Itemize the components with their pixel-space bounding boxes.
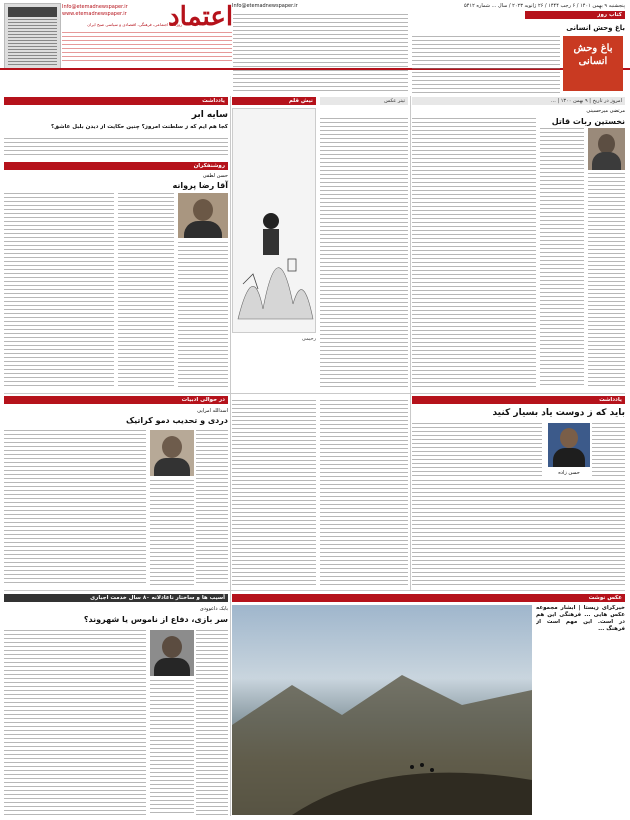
bottom-title: سر بازی، دفاع از ناموس یا شهروند؟ bbox=[83, 615, 228, 624]
divider-mid bbox=[4, 393, 625, 394]
today-band bbox=[412, 97, 625, 105]
section-photo-bar: عکس نوشت bbox=[232, 594, 625, 602]
history-portrait bbox=[588, 128, 625, 170]
section-cartoon-bar: نیش قلم bbox=[232, 97, 316, 105]
bottom-body-2 bbox=[4, 630, 146, 815]
cartoon-caption: رحیمی bbox=[301, 336, 316, 342]
section-column-bar: یادداشت bbox=[4, 97, 228, 105]
lit-portrait bbox=[150, 430, 194, 476]
bottom-body-1 bbox=[196, 630, 228, 815]
mid-body-1 bbox=[320, 400, 408, 585]
masthead-info-block bbox=[62, 32, 232, 62]
bottom-kicker-bar: آسیب ها و ساختار ناعادلانه ۸۰ سال خدمت اجباری bbox=[4, 594, 228, 602]
lit-title: دردی و تحدیب دمو کراتیک bbox=[125, 416, 228, 425]
opinion-band bbox=[320, 97, 408, 105]
main-right-author: حسن زاده bbox=[558, 470, 580, 476]
section-art-bar: در حوالی ادبیات bbox=[4, 396, 228, 404]
mid-body-2 bbox=[232, 400, 316, 585]
bottom-author: بابک داعوودی bbox=[199, 606, 228, 612]
landscape-photo bbox=[232, 605, 532, 815]
col-body bbox=[4, 138, 228, 158]
col-divider-1 bbox=[230, 96, 231, 816]
section-notes-bar: روشنفکران bbox=[4, 162, 228, 170]
opinion-body-1 bbox=[412, 118, 536, 388]
col-title: سایه ابر bbox=[191, 110, 228, 120]
lit-body-3 bbox=[150, 480, 194, 585]
notes-title: آقا رضا پروانه bbox=[172, 181, 228, 190]
lit-author: اسدالله امرایی bbox=[197, 408, 228, 414]
history-body-2 bbox=[588, 173, 625, 388]
bottom-portrait bbox=[150, 630, 194, 676]
masthead-email-2[interactable]: Info@etemadnewspaper.ir bbox=[232, 3, 298, 9]
masthead-date-line: پنجشنبه ۹ بهمن ۱۴۰۱ / ۶ رجب ۱۴۴۴ / ۲۶ ژانویه ۲۰۲۳ / سال ... شماره ۵۴۱۲ bbox=[464, 3, 625, 9]
lit-body-2 bbox=[4, 430, 146, 585]
history-body-1 bbox=[540, 128, 584, 388]
section-opinion: تیتر عکس bbox=[384, 98, 405, 104]
section-right-bar: یادداشت bbox=[412, 396, 625, 404]
bottom-body-3 bbox=[150, 680, 194, 815]
notes-author: حسن لطفی bbox=[202, 173, 228, 179]
masthead-mini-page bbox=[4, 3, 61, 69]
cartoon-drawing-icon bbox=[233, 109, 316, 333]
history-sub: مرتضی میرحسینی bbox=[586, 108, 625, 114]
masthead-logo: اعتماد bbox=[168, 2, 234, 32]
opinion-body-2 bbox=[320, 118, 408, 388]
book-cover bbox=[563, 36, 623, 91]
divider-low bbox=[4, 590, 625, 591]
mountain-icon bbox=[232, 605, 532, 815]
col-divider-2 bbox=[410, 96, 411, 590]
history-title: نخستین ربات قاتل bbox=[551, 117, 625, 126]
main-right-aside bbox=[592, 423, 625, 478]
cartoon-illustration bbox=[232, 108, 316, 333]
book-title: باغ وحش انسانی bbox=[566, 24, 625, 32]
notes-body-3 bbox=[178, 242, 228, 388]
mid-top-body bbox=[233, 14, 408, 94]
notes-body-2 bbox=[4, 193, 114, 388]
book-body bbox=[412, 36, 560, 94]
book-cover-text: باغ وحش انسانی bbox=[573, 43, 613, 67]
notes-body-1 bbox=[118, 193, 174, 388]
masthead-email[interactable]: Info@etemadnewspaper.ir bbox=[62, 4, 128, 10]
masthead-web[interactable]: www.etemadnewspaper.ir bbox=[62, 11, 127, 17]
lit-body-1 bbox=[196, 430, 228, 585]
masthead-slogan: روزنامه اجتماعی، فرهنگی، اقتصادی و سیاسی صبح ایران bbox=[87, 22, 182, 27]
photo-story-text: خیرگرای زیستا | آبشار مجموعه عکس هایی ... فرهنگی این هم در است. این مهم است از فرهنگ ... bbox=[536, 605, 625, 632]
main-right-portrait bbox=[548, 423, 590, 467]
section-book-bar: کتاب روز bbox=[525, 11, 625, 19]
notes-portrait bbox=[178, 193, 228, 238]
col-subtitle: کجا هم ایم که ز سلطنت امروز؟ چنین حکایت از دیدن بلبل عاشق؟ bbox=[50, 124, 228, 130]
main-right-title: باید که ز دوست یاد بسیار کنید bbox=[492, 408, 625, 418]
main-right-body bbox=[412, 480, 625, 585]
history-date: امروز در تاریخ | ۹ بهمن ۱۳۰۰ | ... bbox=[551, 98, 622, 104]
main-right-body-2 bbox=[412, 423, 542, 478]
